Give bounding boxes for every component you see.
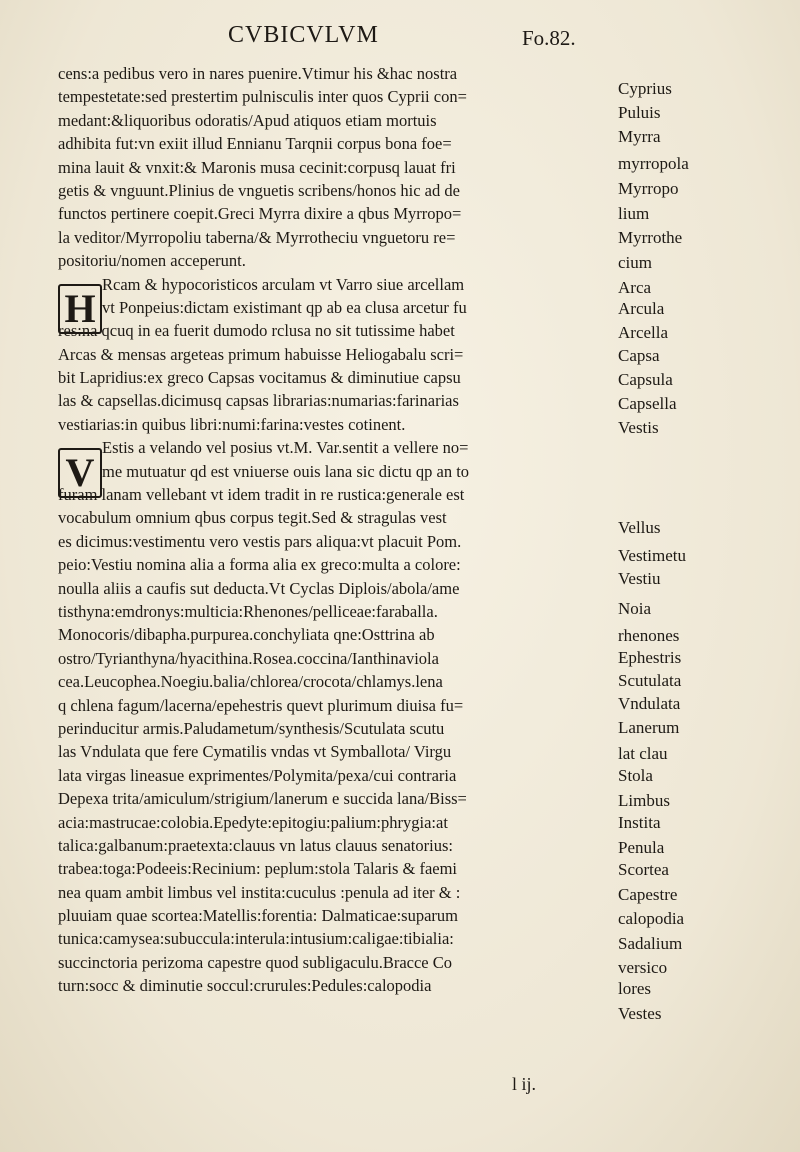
page-header [0,22,800,58]
text-line: noulla aliis a caufis sut deducta.Vt Cyclas Diplois/abola/ame [58,578,460,598]
margin-note: Scortea [618,860,669,879]
text-line: ostro/Tyrianthyna/hyacithina.Rosea.coccina/Ianthinaviola [58,648,439,668]
text-line: talica:galbanum:praetexta:clauus vn latus clauus senatorius: [58,835,453,855]
margin-note: Capsella [618,394,677,413]
text-line: Arcas & mensas argeteas primum habuisse Heliogabalu scri= [58,344,464,364]
margin-note: Vndulata [618,694,681,713]
text-line: adhibita fut:vn exiit illud Ennianu Tarqnii corpus bona foe= [58,134,452,154]
text-line: medant:&liquoribus odoratis/Apud atiquos etiam mortuis [58,110,437,130]
text-line: positoriu/nomen acceperunt. [58,251,246,271]
margin-note: Arca [618,278,652,297]
text-line: tunica:camysea:subuccula:interula:intusium:caligae:tibialia: [58,929,454,949]
text-line: me mutuatur qd est vniuerse ouis lana sic dictu qp an to [102,461,470,481]
margin-note: Vestis [618,418,659,437]
text-line: succinctoria perizoma capestre quod subligaculu.Bracce Co [58,952,453,972]
margin-note: Noia [618,599,652,618]
text-line: perinducitur armis.Paludametum/synthesis/Scutulata scutu [58,718,445,738]
folio-number: Fo.82. [522,26,576,50]
margin-note: rhenones [618,626,680,645]
margin-note: lium [618,204,650,223]
margin-note: Arcula [618,299,665,318]
text-line: pluuiam quae scortea:Matellis:forentia: Dalmaticae:suparum [58,906,458,926]
margin-note: Arcella [618,323,669,342]
text-line: Monocoris/dibapha.purpurea.conchyliata qne:Osttrina ab [58,625,435,645]
margin-note: Penula [618,838,665,857]
text-line: Estis a velando vel posius vt.M. Var.sentit a vellere no= [102,438,469,458]
margin-note: Vellus [618,518,661,537]
margin-note: calopodia [618,909,685,928]
text-line: turn:socc & diminutie soccul:crurules:Pedules:calopodia [58,976,432,996]
text-line: bit Lapridius:ex greco Capsas vocitamus & diminutiue capsu [58,368,461,388]
margin-note: Instita [618,813,661,832]
text-line: las & capsellas.dicimusq capsas librarias:numarias:farinarias [58,391,459,411]
margin-note: Vestes [618,1004,662,1023]
text-line: mina lauit & vnxit:& Maronis musa cecinit:corpusq lauat fri [58,157,456,177]
margin-note: Puluis [618,103,661,122]
text-line: getis & vnguunt.Plinius de vnguetis scribens/honos hic ad de [58,180,460,200]
margin-note: Vestiu [618,569,661,588]
main-text-column [58,62,610,998]
text-line: las Vndulata que fere Cymatilis vndas vt Symballota/ Virgu [58,742,452,762]
text-line: acia:mastrucae:colobia.Epedyte:epitogiu:palium:phrygia:at [58,812,448,832]
margin-note: Ephestris [618,648,682,667]
decorated-initial-h: H [58,284,102,334]
text-line: vocabulum omnium qbus corpus tegit.Sed & stragulas vest [58,508,447,528]
text-line: lata virgas lineasue exprimentes/Polymita/pexa/cui contraria [58,765,457,785]
text-line: furam lanam vellebant vt idem tradit in re rustica:generale est [58,485,465,505]
text-line: functos pertinere coepit.Greci Myrra dixire a qbus Myrropo= [58,204,462,224]
text-line: Depexa trita/amiculum/strigium/lanerum e succida lana/Biss= [58,789,467,809]
text-line: vt Ponpeius:dictam existimant qp ab ea clusa arcetur fu [102,297,467,317]
text-line: vestiarias:in quibus libri:numi:farina:vestes cotinent. [58,414,406,434]
margin-note: lores [618,979,652,998]
running-title: CVBICVLVM [228,22,379,48]
margin-note: Capestre [618,885,678,904]
margin-note: Myrropo [618,179,679,198]
decorated-initial-v: V [58,448,102,498]
margin-note: Scutulata [618,671,682,690]
text-line: Rcam & hypocoristicos arculam vt Varro siue arcellam [102,274,465,294]
margin-note: cium [618,253,652,272]
margin-note: Lanerum [618,718,680,737]
margin-note: myrropola [618,154,689,173]
margin-note: Vestimetu [618,546,686,565]
text-line: tempestetate:sed prestertim pulnisculis inter quos Cyprii con= [58,87,467,107]
margin-note: Myrra [618,127,661,146]
margin-note: Cyprius [618,79,672,98]
text-line: nea quam ambit limbus vel instita:cuculus :penula ad iter & : [58,882,461,902]
text-line: tisthyna:emdronys:multicia:Rhenones/pelliceae:faraballa. [58,601,438,621]
margin-note: Limbus [618,791,670,810]
text-line: trabea:toga:Podeeis:Recinium: peplum:stola Talaris & faemi [58,859,458,879]
text-line: cens:a pedibus vero in nares puenire.Vtimur his &hac nostra [58,64,458,83]
text-line: res:na qcuq in ea fuerit dumodo rclusa no sit tutissime habet [58,321,455,341]
margin-note: Myrrothe [618,228,683,247]
margin-note: Stola [618,766,653,785]
signature-mark: l ij. [512,1074,537,1094]
text-line: peio:Vestiu nomina alia a forma alia ex greco:multa a colore: [58,555,461,575]
margin-note: lat clau [618,744,668,763]
margin-note: Capsa [618,346,660,365]
text-line: es dicimus:vestimentu vero vestis pars aliqua:vt placuit Pom. [58,531,462,551]
text-line: la veditor/Myrropoliu taberna/& Myrrotheciu vnguetoru re= [58,227,456,247]
text-line: q chlena fagum/lacerna/epehestris quevt plurimum diuisa fu= [58,695,464,715]
margin-note: versico [618,958,668,977]
text-line: cea.Leucophea.Noegiu.balia/chlorea/crocota/chlamys.lena [58,672,443,692]
margin-note: Capsula [618,370,673,389]
margin-note: Sadalium [618,934,683,953]
